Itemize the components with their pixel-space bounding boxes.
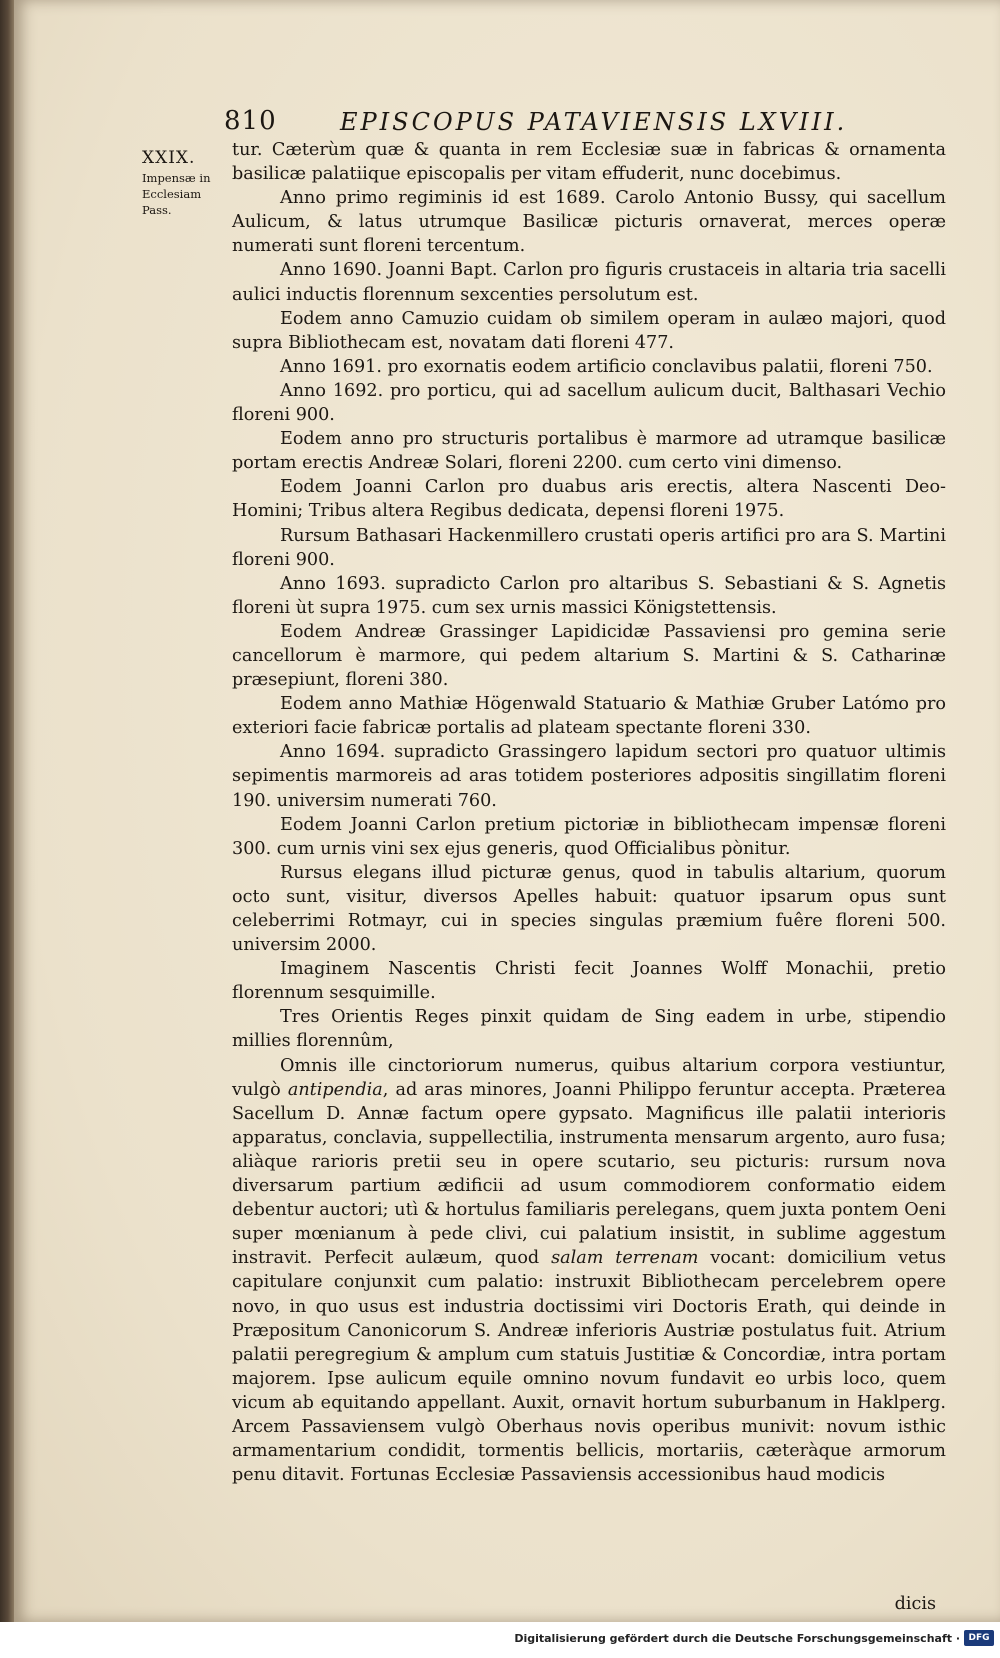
italic-term: antipendia xyxy=(287,1079,383,1100)
paragraph: Imaginem Nascentis Christi fecit Joannes Wolff Monachii, pretio florennum sesquimille. xyxy=(232,959,946,1004)
paragraph: Eodem Joanni Carlon pretium pictoriæ in bibliothecam impensæ floreni 300. cum urnis vini sex ejus generis, quod Officialibus pònitur. xyxy=(232,814,946,859)
marginal-note-line: Pass. xyxy=(142,203,172,217)
text-run: vocant: domicilium vetus capitulare conjunxit cum palatio: instruxit Bibliothecam percelebrem opere novo, in quo usus est industria doctissimi viri Doctoris Erath, qui deinde in Præpositum Canonicorum S. Andreæ inferioris Austriæ postulatus fuit. Atrium palatii peregregium & amplum cum statuis Justitiæ & Concordiæ, intra portam majorem. Ipse aulicum equile omnino novum fundavit eo urbis loco, quem vicum ab equitando appellant. Auxit, ornavit hortum suburbanum in Haklperg. Arcem Passaviensem vulgò Oberhaus novis operibus munivit: novum isthic armamentarium condidit, tormentis bellicis, mortariis, cæteràque armorum penu ditavit. Fortunas Ecclesiæ Passaviensis accessionibus haud modicis xyxy=(232,1248,946,1486)
marginal-note-line: Ecclesiam xyxy=(142,187,202,201)
paragraph: Tres Orientis Reges pinxit quidam de Sing eadem in urbe, stipendio millies florennûm, xyxy=(232,1007,946,1052)
italic-term: salam terrenam xyxy=(551,1248,699,1269)
paragraph: Eodem anno Camuzio cuidam ob similem operam in aulæo majori, quod supra Bibliothecam est, novatam dati floreni 477. xyxy=(232,308,946,353)
footer-credit: Digitalisierung gefördert durch die Deutsche Forschungsgemeinschaft · xyxy=(514,1632,960,1645)
running-title: EPISCOPUS PATAVIENSIS LXVIII. xyxy=(340,108,848,136)
marginal-note-line: Impensæ in xyxy=(142,171,211,185)
catchword: dicis xyxy=(894,1594,936,1614)
body-text xyxy=(232,138,946,1487)
paragraph: Anno 1691. pro exornatis eodem artificio conclavibus palatii, floreni 750. xyxy=(280,356,933,377)
paragraph: tur. Cæterùm quæ & quanta in rem Ecclesiæ suæ in fabricas & ornamenta basilicæ palatiique episcopalis per vitam effuderit, nunc docebimus. xyxy=(232,140,946,185)
paragraph: Anno primo regiminis id est 1689. Carolo Antonio Bussy, qui sacellum Aulicum, & latus utrumque Basilicæ picturis ornaverat, merces operæ numerati sunt floreni tercentum. xyxy=(232,188,946,257)
paragraph xyxy=(232,1054,946,1488)
paragraph: Rursum Bathasari Hackenmillero crustati operis artifici pro ara S. Martini floreni 900. xyxy=(232,525,946,570)
marginal-note xyxy=(142,170,222,218)
paragraph: Anno 1694. supradicto Grassingero lapidum sectori pro quatuor ultimis sepimentis marmoreis ad aras totidem posteriores adpositis singillatim floreni 190. universim numerati 760. xyxy=(232,742,946,811)
paragraph: Eodem anno Mathiæ Högenwald Statuario & Mathiæ Gruber Latómo pro exteriori facie fabricæ portalis ad plateam spectante floreni 330. xyxy=(232,694,946,739)
book-page xyxy=(14,0,1000,1622)
text-run: Omnis ille cinctoriorum numerus, quibus altarium corpora vestiuntur, vulgò xyxy=(232,1055,946,1100)
paragraph: Eodem Andreæ Grassinger Lapidicidæ Passaviensi pro gemina serie cancellorum è marmore, qui pedem altarium S. Martini & S. Catharinæ præsepiunt, floreni 380. xyxy=(232,621,946,691)
dfg-logo-icon: DFG xyxy=(964,1630,994,1646)
paragraph: Eodem anno pro structuris portalibus è marmore ad utramque basilicæ portam erectis Andreæ Solari, floreni 2200. cum certo vini dimenso. xyxy=(232,429,946,474)
paragraph: Eodem Joanni Carlon pro duabus aris erectis, altera Nascenti Deo-Homini; Tribus altera Regibus dedicata, depensi floreni 1975. xyxy=(232,477,946,522)
text-run: , ad aras minores, Joanni Philippo feruntur accepta. Præterea Sacellum D. Annæ factum opere gypsato. Magnificus ille palatii interioris apparatus, conclavia, suppellectilia, instrumenta mensarum argento, auro fusa; aliàque rarioris pretii seu in opere scutario, seu picturis: rursum nova diversarum partium ædificii ad usum commodiorem conformatio eidem debentur auctori; utì & hortulus familiaris perelegans, quem juxta pontem Oeni super mœnianum à pede clivi, cui palatium insistit, in sublime aggestum instravit. Perfecit aulæum, quod xyxy=(232,1079,946,1269)
margin-column xyxy=(142,148,222,218)
footer-bar xyxy=(0,1622,1000,1658)
section-number: XXIX. xyxy=(142,148,196,168)
page-number: 810 xyxy=(224,106,277,136)
paragraph: Anno 1692. pro porticu, qui ad sacellum aulicum ducit, Balthasari Vechio floreni 900. xyxy=(232,380,946,426)
paragraph: Anno 1693. supradicto Carlon pro altaribus S. Sebastiani & S. Agnetis floreni ùt supra 1975. cum sex urnis massici Königstettensis. xyxy=(232,573,946,618)
paragraph: Rursus elegans illud picturæ genus, quod in tabulis altarium, quorum octo sunt, visitur, diversos Apelles habuit: quatuor ipsarum opus sunt celeberrimi Rotmayr, cui in species singulas præmium fuêre floreni 500. universim 2000. xyxy=(232,862,946,956)
paragraph: Anno 1690. Joanni Bapt. Carlon pro figuris crustaceis in altaria tria sacelli aulici inductis florennum sexcenties persolutum est. xyxy=(232,260,946,305)
